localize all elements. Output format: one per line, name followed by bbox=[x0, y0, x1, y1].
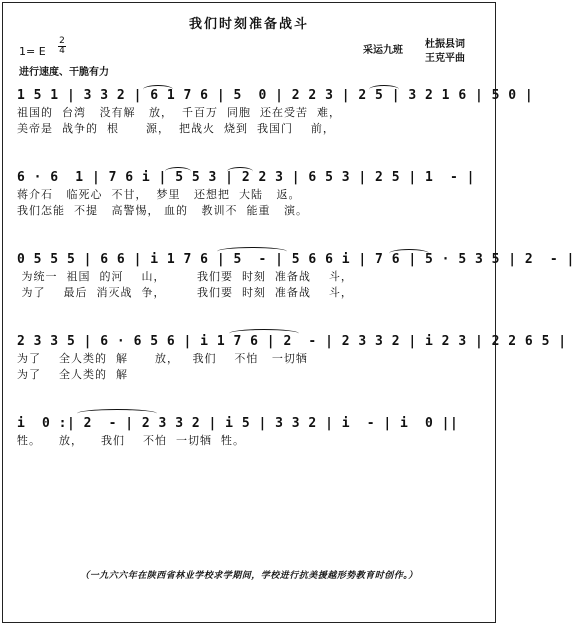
music-system-5 bbox=[17, 415, 479, 449]
lyricist-credit: 杜振县词 bbox=[425, 39, 465, 50]
lyric-verse-1: 蒋介石 临死心 不甘， 梦里 还想把 大陆 返。 bbox=[17, 188, 301, 201]
slur bbox=[143, 85, 173, 94]
volta-bracket bbox=[77, 409, 157, 418]
tempo-marking: 进行速度、干脆有力 bbox=[19, 67, 109, 78]
notation-line: 2 3 3 5 | 6 · 6 5 6 | i 1 7 6 | 2 - | 2 3 3 2 | i 2 3 | 2 2 6 5 | bbox=[17, 334, 567, 349]
slur bbox=[369, 85, 399, 94]
group-credit: 采运九班 bbox=[363, 45, 403, 56]
notation-line: 6 · 6 1 | 7 6 i | 5 5 3 | 2 2 3 | 6 5 3 | 2 5 | 1 - | bbox=[17, 170, 475, 185]
song-title: 我们时刻准备战斗 bbox=[188, 17, 309, 32]
lyric-verse-2: 美帝是 战争的 根 源， 把战火 烧到 我国门 前， bbox=[17, 122, 335, 135]
notation-line: i 0 :| 2 - | 2 3 3 2 | i 5 | 3 3 2 | i - | i 0 || bbox=[17, 416, 459, 431]
music-system-4 bbox=[17, 333, 567, 383]
slur bbox=[229, 329, 299, 338]
music-system-1 bbox=[17, 87, 534, 137]
composer-credit: 王克平曲 bbox=[425, 53, 465, 64]
music-system-3 bbox=[17, 251, 575, 301]
key-signature: 1= E bbox=[19, 45, 46, 58]
slur bbox=[389, 249, 429, 258]
lyric-verse-1: 为了 全人类的 解 放， 我们 不怕 一切牺 bbox=[17, 352, 308, 365]
lyric-verse-2: 为了 最后 消灭战 争， 我们要 时刻 准备战 斗， bbox=[17, 286, 353, 299]
notation-line: 1 5 1 | 3 3 2 | 6 1 7 6 | 5 0 | 2 2 3 | 2 5 | 3 2 1 6 | 5 0 | bbox=[17, 88, 534, 103]
lyric-verse-1: 为统一 祖国 的河 山， 我们要 时刻 准备战 斗， bbox=[17, 270, 353, 283]
lyric-verse-2: 我们怎能 不提 高警惕， 血的 教训不 能重 演。 bbox=[17, 204, 308, 217]
notation-line: 0 5 5 5 | 6 6 | i 1 7 6 | 5 - | 5 6 6 i | 7 6 | 5 · 5 3 5 | 2 - | bbox=[17, 252, 575, 267]
slur bbox=[165, 167, 191, 176]
time-signature bbox=[57, 37, 67, 56]
slur bbox=[227, 167, 253, 176]
music-system-2 bbox=[17, 169, 479, 219]
composition-note: （一九六六年在陕西省林业学校求学期间，学校进行抗美援越形势教育时创作。） bbox=[80, 571, 418, 581]
slur bbox=[217, 247, 287, 256]
lyric-verse-1: 祖国的 台湾 没有解 放， 千百万 同胞 还在受苦 难， bbox=[17, 106, 341, 119]
lyric-verse-2: 为了 全人类的 解 bbox=[17, 368, 128, 381]
meter-top: 2 bbox=[59, 36, 65, 46]
lyric-line: 牲。 放， 我们 不怕 一切牺 牲。 bbox=[17, 434, 245, 447]
meter-bottom: 4 bbox=[59, 46, 65, 56]
sheet-page bbox=[2, 2, 575, 623]
